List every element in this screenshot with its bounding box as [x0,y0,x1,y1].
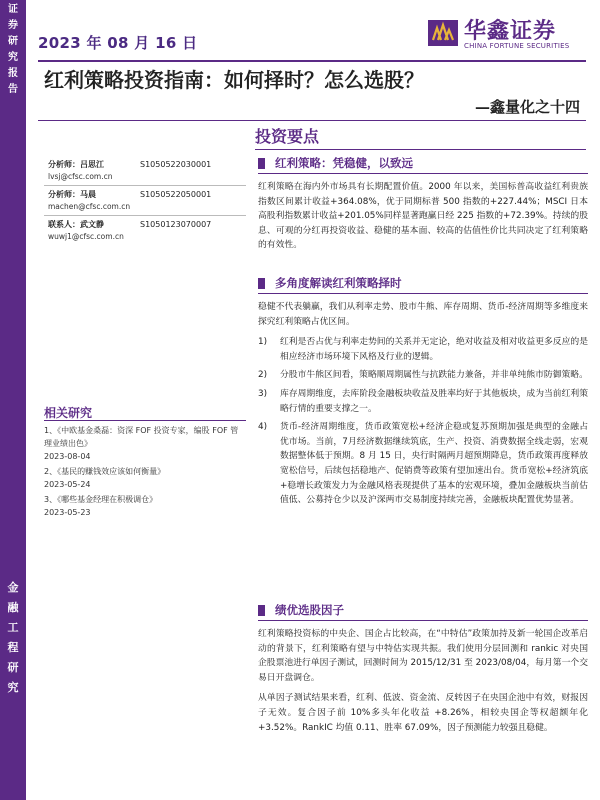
list-item [258,420,588,508]
related-research-list [44,424,246,521]
body-paragraph: 从单因子测试结果来看，红利、低波、资金流、反转因子在央国企池中有效，财报因子无效。复合因子前 10%多头年化收益 +8.26%，相较央国企等权超额年化+3.52%。RankIC 均值 0.11、胜率 67.09%，因子预测能力较强且稳健。 [258,693,588,733]
related-research-item [44,493,246,519]
logo-mark-icon [428,20,458,46]
list-item-text: 货币-经济周期维度，货币政策宽松+经济企稳或复苏预期加强是典型的金融占优市场。当前，7月经济数据继续筑底，生产、投资、消费数据全线走弱，宏观数据整体低于预期。8 月 15 日，央行时隔两月超预期降息，货币政策再度释放宽松信号，后续包括稳地产、促销费等政策有望加速出台。货币宽松+经济筑底+稳增长政策发力为金融风格表现提供了基本的宏观环境，叠加金融板块当前估值低、公募持仓少以及沪深两市交易制度持续完善，金融板块配置优势显著。 [280,422,588,506]
section-title-rule [255,149,586,150]
list-item [258,387,588,416]
subsection-heading: 红利策略：凭稳健，以致远 [258,155,588,171]
subsection-heading: 多角度解读红利策略择时 [258,275,588,291]
analyst-name: 分析师：马晨 [48,190,96,199]
related-research-title: 2、《基民的赚钱效应该如何衡量》 [44,467,166,476]
section-dividend-strategy [258,155,588,253]
analyst-email: lvsj@cfsc.com.cn [48,172,113,181]
body-paragraph: 红利策略在海内外市场具有长期配置价值。2000 年以来，美国标普高收益红利贵族指数区间累计收益+364.08%，优于同期标普 500 指数的+227.44%；MSCI 日本高股利指数累计收益+201.05%同样显著跑赢日经 225 指数的+72.39%。持续的股息、可观的分红再投资收益、稳健的基本面、较高的估值性价比共同决定了红利策略的有效性。 [258,182,588,251]
list-item [258,335,588,364]
list-item-text: 库存周期维度，去库阶段金融板块收益及胜率均好于其他板块，成为当前红利策略行情的重要支撑之一。 [280,388,588,414]
report-type-vertical-label: 证 券 研 究 报 告 [8,4,18,95]
analyst-panel [44,156,246,245]
section-title: 投资要点 [255,127,320,146]
related-research-date: 2023-05-24 [44,480,91,489]
analyst-entry [44,156,246,185]
report-date: 2023 年 08 月 16 日 [38,34,198,52]
header-rule [38,60,586,62]
subsection-heading: 绩优选股因子 [258,602,588,618]
list-item-text: 分股市牛熊区间看，策略顺周期属性与抗跌能力兼备，并非单纯熊市防御策略。 [280,370,588,381]
analyst-name: 联系人：武文静 [48,220,104,229]
list-item-number: 1) [258,337,268,348]
analyst-entry [44,215,246,245]
list-item-number: 2) [258,370,268,381]
related-research-item [44,465,246,491]
analyst-entry [44,185,246,215]
related-research-date: 2023-08-04 [44,452,91,461]
subsection-rule [258,620,588,621]
heading-square-icon [258,605,265,616]
heading-square-icon [258,278,265,289]
company-logo [428,14,593,56]
related-research-date: 2023-05-23 [44,508,91,517]
title-rule [38,120,586,121]
related-research-title: 1、《中欧基金桑磊：资深 FOF 投资专家，编股 FOF 管理业绩出色》 [44,426,239,448]
list-item-number: 3) [258,388,268,399]
logo-english-name: CHINA FORTUNE SECURITIES [464,42,570,50]
logo-chinese-name: 华鑫证券 [464,19,557,44]
report-title: 红利策略投资指南：如何择时？怎么选股？ [44,68,424,92]
list-item-text: 红利是否占优与利率走势间的关系并无定论，绝对收益及相对收益更多反应的是相应经济市场环境下风格及行业的逻辑。 [280,337,588,362]
section-stock-selection [258,602,588,735]
related-research-title: 3、《哪些基金经理在积极调仓》 [44,495,158,504]
analyst-license: S1050522050001 [140,190,212,199]
related-research-rule [44,420,246,421]
analyst-email: wuwj1@cfsc.com.cn [48,232,124,241]
subsection-rule [258,293,588,294]
analyst-email: machen@cfsc.com.cn [48,202,131,211]
body-paragraph: 红利策略投资标的中央企、国企占比较高，在“中特估”政策加持及新一轮国企改革启动的背景下，红利策略有望与中特估实现共振。我们使用分层回测和 rankic 对央国企股票池进行单因子测试，回测时间为 2015/12/31 至 2023/08/04，每月第一个交易日开盘调仓。 [258,629,588,683]
analyst-license: S1050522030001 [140,160,212,169]
category-vertical-label: 金 融 工 程 研 究 [7,581,19,694]
report-subtitle: —鑫量化之十四 [474,98,580,116]
body-paragraph: 稳健不代表躺赢，我们从利率走势、股市牛熊、库存周期、货币-经济周期等多维度来探究红利策略占优区间。 [258,302,588,327]
list-item [258,368,588,383]
related-research-item [44,424,246,463]
analyst-license: S1050123070007 [140,220,212,229]
left-color-bar [0,0,26,800]
related-research-heading: 相关研究 [44,406,93,420]
list-item-number: 4) [258,422,268,433]
subsection-rule [258,173,588,174]
heading-square-icon [258,158,265,169]
analyst-name: 分析师：吕思江 [48,160,104,169]
section-timing [258,275,588,512]
